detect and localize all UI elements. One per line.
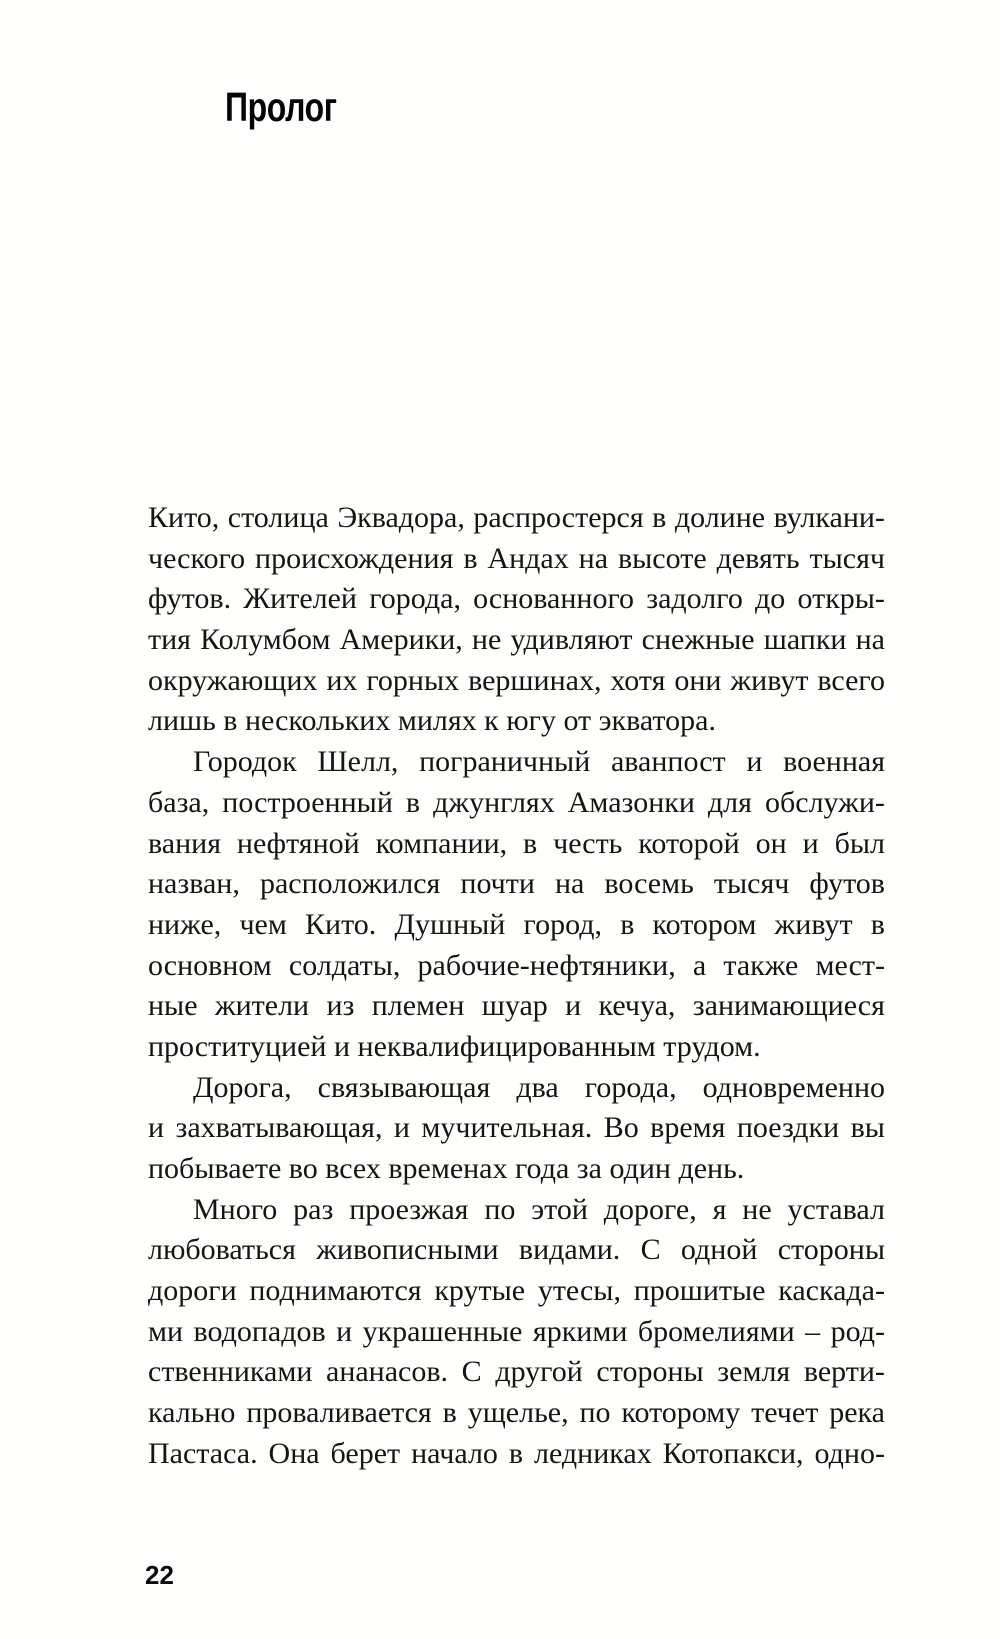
text-line: любоваться живописными видами. С одной стороны (148, 1233, 885, 1267)
text-line: и захватывающая, и мучительная. Во время поездки вы (148, 1111, 885, 1145)
body-text (148, 498, 885, 1475)
text-line: ческого происхождения в Андах на высоте девять тысяч (148, 541, 885, 575)
text-line: ственниками ананасов. С другой стороны земля верти- (148, 1355, 885, 1389)
text-line: футов. Жителей города, основанного задолго до откры- (148, 582, 885, 616)
text-line: Дорога, связывающая два города, одновременно (193, 1070, 885, 1104)
chapter-title: Пролог (225, 84, 337, 130)
page-number: 22 (145, 1560, 174, 1590)
text-line: лишь в нескольких милях к югу от экватора. (148, 704, 716, 738)
text-line: Много раз проезжая по этой дороге, я не уставал (193, 1192, 885, 1226)
text-line: ми водопадов и украшенные яркими бромелиями – род- (148, 1314, 885, 1348)
text-line: окружающих их горных вершинах, хотя они живут всего (148, 663, 885, 697)
text-line: дороги поднимаются крутые утесы, прошитые каскада- (148, 1274, 885, 1308)
text-line: тия Колумбом Америки, не удивляют снежные шапки на (148, 623, 885, 657)
text-line: Пастаса. Она берет начало в ледниках Котопакси, одно- (148, 1436, 885, 1470)
text-line: база, построенный в джунглях Амазонки для обслужи- (148, 785, 885, 819)
text-line: назван, расположился почти на восемь тысяч футов (148, 867, 885, 901)
text-line: ниже, чем Кито. Душный город, в котором живут в (148, 907, 885, 941)
text-line: кально проваливается в ущелье, по которому течет река (148, 1396, 885, 1430)
text-line: побываете во всех временах года за один день. (148, 1152, 745, 1185)
text-line: вания нефтяной компании, в честь которой он и был (148, 826, 885, 860)
text-line: основном солдаты, рабочие-нефтяники, а также мест- (148, 948, 885, 982)
text-line: ные жители из племен шуар и кечуа, занимающиеся (148, 989, 885, 1023)
text-line: Кито, столица Эквадора, распростерся в долине вулкани- (148, 501, 885, 534)
text-line: проституцией и неквалифицированным трудом. (148, 1029, 761, 1063)
text-line: Городок Шелл, пограничный аванпост и военная (193, 745, 885, 779)
